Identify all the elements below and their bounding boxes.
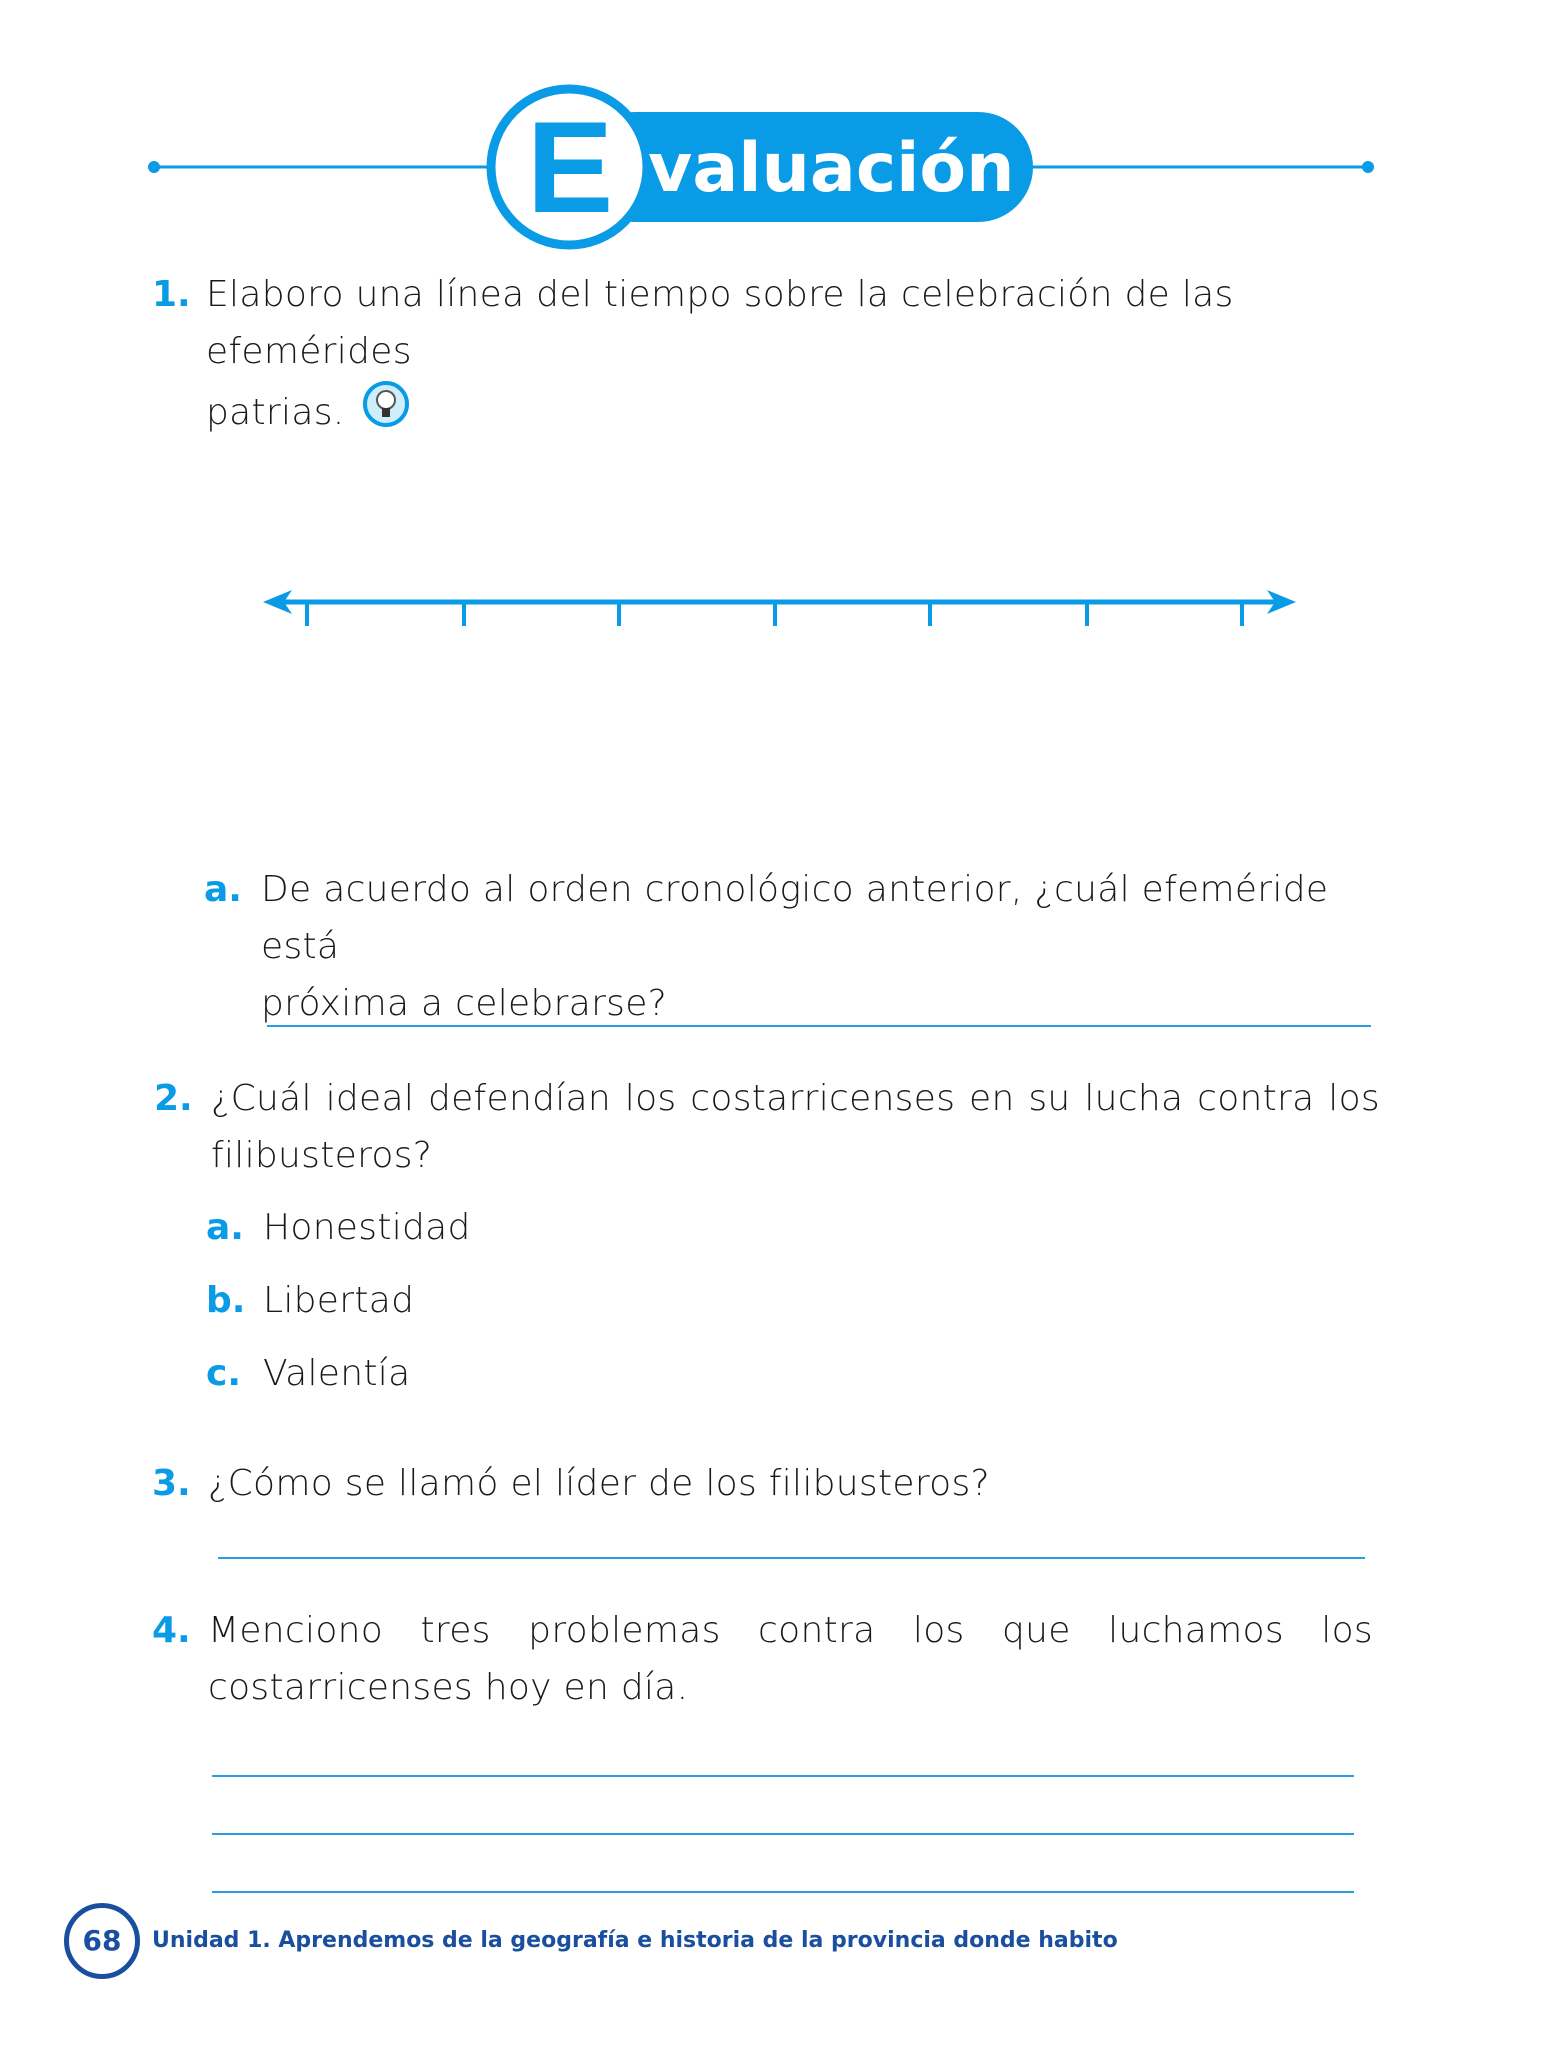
option-text: Valentía xyxy=(263,1353,411,1394)
q1a-text xyxy=(261,861,1381,1032)
option-letter: c. xyxy=(206,1353,242,1394)
option-text: Honestidad xyxy=(263,1207,471,1248)
q2-line1: ¿Cuál ideal defendían los costarricenses en su lucha contra los xyxy=(211,1078,1380,1119)
rule-dot-right xyxy=(1362,161,1374,173)
answer-line-q1a[interactable] xyxy=(267,1025,1371,1027)
page-number: 68 xyxy=(64,1903,140,1979)
q2-line2: filibusteros? xyxy=(211,1135,433,1176)
q2-number: 2. xyxy=(154,1078,193,1119)
title-initial: E xyxy=(526,94,614,240)
option-text: Libertad xyxy=(263,1280,415,1321)
q1-line1: Elaboro una línea del tiempo sobre la celebración de las efemérides xyxy=(206,274,1234,372)
answer-line-q4-1[interactable] xyxy=(212,1775,1354,1777)
option-letter: a. xyxy=(206,1207,244,1248)
q2-text xyxy=(211,1070,1380,1184)
title-text: valuación xyxy=(648,129,1015,208)
answer-line-q4-3[interactable] xyxy=(212,1891,1354,1893)
q1a-line2: próxima a celebrarse? xyxy=(261,983,668,1024)
answer-line-q3[interactable] xyxy=(218,1557,1365,1559)
option-letter: b. xyxy=(206,1280,246,1321)
lightbulb-icon xyxy=(362,380,410,428)
q3-text: ¿Cómo se llamó el líder de los filibusteros? xyxy=(208,1463,990,1504)
q1-number: 1. xyxy=(152,274,191,315)
q4-number: 4. xyxy=(152,1610,191,1651)
rule-dot-left xyxy=(148,161,160,173)
q1-line2: patrias. xyxy=(206,392,345,433)
q1a-line1: De acuerdo al orden cronológico anterior, ¿cuál efeméride está xyxy=(261,869,1329,967)
q1a-letter: a. xyxy=(204,869,242,910)
q4-text xyxy=(208,1602,1373,1716)
q3-number: 3. xyxy=(152,1463,191,1504)
q4-line2: costarricenses hoy en día. xyxy=(208,1667,689,1708)
q4-line1: Menciono tres problemas contra los que luchamos los xyxy=(208,1610,1373,1651)
answer-line-q4-2[interactable] xyxy=(212,1833,1354,1835)
unit-title: Unidad 1. Aprendemos de la geografía e historia de la provincia donde habito xyxy=(152,1928,1118,1953)
timeline xyxy=(0,570,1564,640)
q1-text xyxy=(206,266,1376,441)
